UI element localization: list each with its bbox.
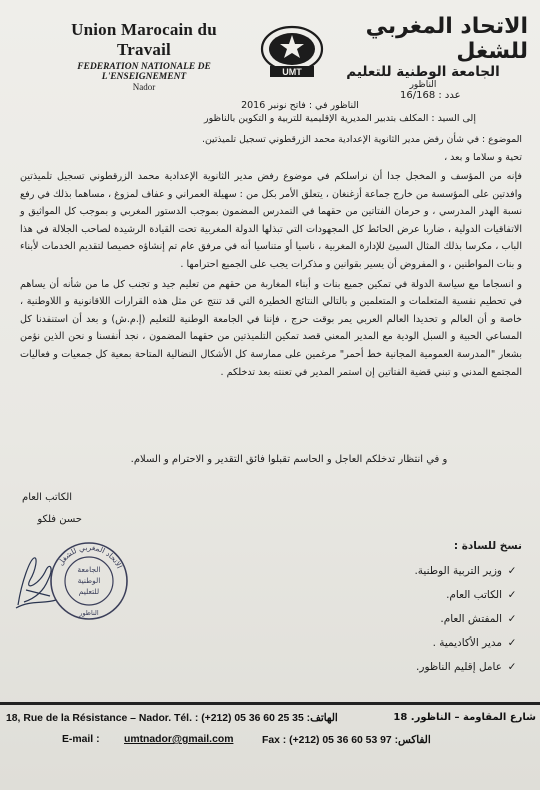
- footer-divider: [0, 702, 540, 705]
- footer: [0, 712, 540, 756]
- letter-subject: الموضوع : في شأن رفض مدير الثانوية الإعدادية محمد الزرقطوني تسجيل تلميذتين.: [201, 134, 522, 145]
- cc-title: نسخ للسادة :: [453, 540, 522, 552]
- cc-item-label: الكاتب العام.: [446, 589, 502, 601]
- header-arabic: [318, 14, 528, 90]
- check-icon: ✓: [507, 565, 517, 577]
- letter-date: الناظور في : فاتح نونبر 2016: [241, 100, 359, 111]
- footer-address-line: [0, 712, 540, 734]
- cc-list: [300, 565, 522, 685]
- letter-recipient: إلى السيد : المكلف بتدبير المديرية الإقليمية للتربية و التكوين بالناظور: [204, 113, 476, 124]
- footer-email-label: E-mail :: [62, 734, 100, 745]
- cc-item: [300, 565, 522, 589]
- stamp-bottom-text: الناظور: [79, 609, 99, 617]
- cc-item-label: مدير الأكاديمية .: [432, 637, 502, 649]
- check-icon: ✓: [507, 589, 517, 601]
- stamp-line-2: الوطنية: [77, 576, 101, 585]
- footer-contact-line: [0, 734, 540, 756]
- body-paragraph-1: فإنه من المؤسف و المخجل جدا أن نراسلكم في موضوع رفض مدير الثانوية الإعدادية محمد الزرقطوني تسجيل تلميذتين وافدتين على المؤسسة من خارج جماعة أزغنغان ، يتعلق الأمر بكل من : سهيلة العمراني و عفاف لمزوغ ، مساهما بذلك في رفع نسبة الهدر المدرسي ، و حرمان الفتاتين من حقهما في التمدرس المضمون بموجب الدستور المغربي و بموجب كل المواثيق و الاتفاقيات الدولية ، ضاربا عرض الحائط كل المجهودات التي تبذلها الدولة المغربية تحت القيادة الرشيدة لصاحب الجلالة في هذا الباب ، مكرسا بذلك المثال السيئ للإدارة المغربية ، ناسيا أو متناسيا أنه في مرفق عام تم إنشاؤه خصيصا لتقديم الخدمات لأبناء و بنات المواطنين ، و المفروض أن يسير بقوانين و مذكرات يجب على الجميع احترامها .: [20, 171, 522, 270]
- letter-closing: و في انتظار تدخلكم العاجل و الحاسم تقبلوا فائق التقدير و الاحترام و السلام.: [130, 454, 448, 465]
- footer-email-link[interactable]: umtnador@gmail.com: [124, 734, 234, 745]
- cc-item: [300, 613, 522, 637]
- union-name-arabic: الاتحاد المغربي للشغل: [365, 14, 528, 64]
- reference-number: عدد : 16/168: [400, 90, 461, 101]
- body-paragraph-2: و انسجاما مع سياسة الدولة في تمكين جميع بنات و أبناء المغاربة من حقهم من تعليم جيد و تجنب كل ما من شأنه أن يساهم في تحطيم نفسية المتعلمات و المتعلمين و بالتالي النتائج الخطيرة التي قد تنتج عن مثل هذه القرارات اللاقانونية و اللاوطنية ، خاصة و أن العالم و تحديدا العالم العربي يمر بوقت حرج ، فإننا في الجامعة الوطنية للتعليم (إ.م.ش) و بعد أن استنفدنا كل المساعي الحبية و السبل الودية مع المدير المعني قصد تمكين التلميذتين من حقهما المضمون ، نجد أنفسنا و نحن الذين نؤمن بشعار "المدرسة العمومية المجانية خط أحمر" مرغمين على ممارسة كل الأشكال النضالية المتاحة بمعية كل جمعيات و فعاليات المجتمع المدني و تبني قضية الفتاتين إن استمر المدير في تعنته بعد تدخلكم .: [20, 278, 522, 378]
- cc-item-label: عامل إقليم الناظور.: [416, 661, 502, 673]
- signature-name: حسن فلكو: [37, 514, 82, 525]
- check-icon: ✓: [507, 661, 517, 673]
- check-icon: ✓: [507, 637, 517, 649]
- stamp-line-3: للتعليم: [78, 587, 100, 596]
- federation-name-french: FEDERATION NATIONALE DE L'ENSEIGNEMENT: [77, 62, 211, 82]
- footer-address-arabic: شارع المقاومة – الناظور. 18: [393, 712, 536, 723]
- cc-item: [300, 637, 522, 661]
- stamp-line-1: الجامعة: [77, 565, 101, 574]
- city-french: Nador: [132, 82, 156, 92]
- footer-address-french: 18, Rue de la Résistance – Nador. Tél. : (+212) 05 36 60 25 35 :الهاتف: [6, 713, 338, 724]
- union-name-french: Union Marocain du Travail: [71, 20, 217, 59]
- check-icon: ✓: [507, 613, 517, 625]
- logo-text: UMT: [282, 67, 302, 77]
- union-stamp: [48, 540, 130, 622]
- letter-greeting: تحية و سلاما و بعد ،: [444, 152, 522, 163]
- city-arabic: الناظور: [409, 80, 437, 90]
- stamp-ring-text: الاتحاد المغربي للشغل: [55, 542, 124, 570]
- header-french: [44, 20, 244, 92]
- cc-item: [300, 589, 522, 613]
- cc-item-label: وزير التربية الوطنية.: [414, 565, 502, 577]
- federation-name-arabic: الجامعة الوطنية للتعليم: [346, 64, 500, 80]
- cc-item-label: المفتش العام.: [440, 613, 502, 625]
- signature-title: الكاتب العام: [22, 492, 73, 503]
- letter-body: [20, 168, 522, 383]
- cc-item: [300, 661, 522, 685]
- footer-fax: Fax : (+212) 05 36 60 53 97 :الفاكس: [262, 735, 431, 746]
